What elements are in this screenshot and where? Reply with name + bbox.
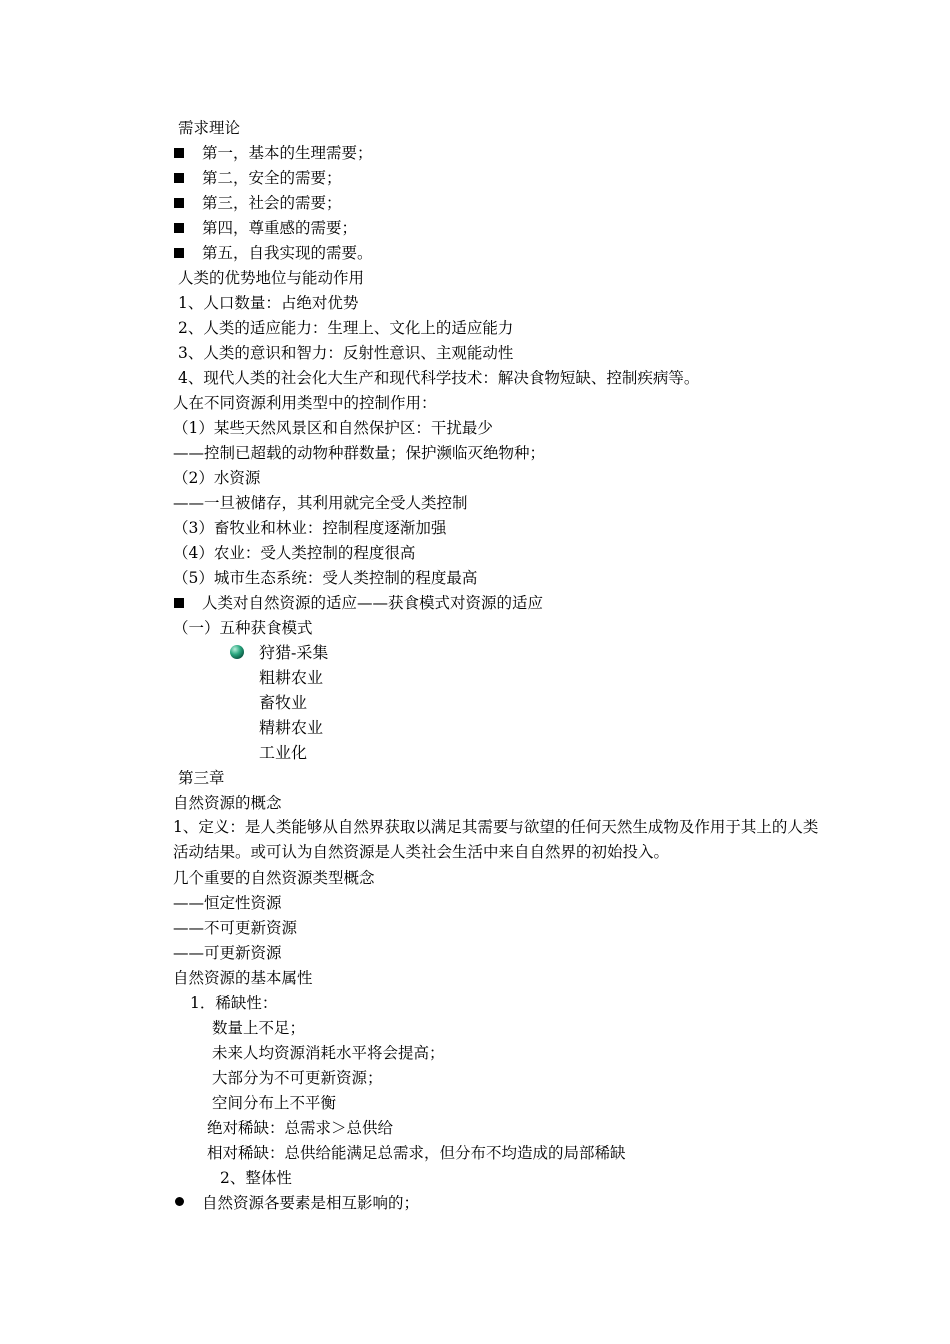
square-bullet-icon: [174, 223, 184, 233]
text-line: ——不可更新资源: [173, 919, 298, 937]
text-line: 4、现代人类的社会化大生产和现代科学技术：解决食物短缺、控制疾病等。: [178, 369, 700, 387]
text-line: 绝对稀缺：总需求＞总供给: [207, 1119, 394, 1137]
green-sphere-bullet-icon: [230, 645, 244, 659]
section-heading: 几个重要的自然资源类型概念: [173, 869, 375, 887]
square-bullet-icon: [174, 598, 184, 608]
text-line: ——控制已超载的动物种群数量；保护濒临灭绝物种；: [173, 444, 546, 462]
list-item: 工业化: [259, 743, 308, 762]
text-line: 相对稀缺：总供给能满足总需求，但分布不均造成的局部稀缺: [207, 1144, 626, 1162]
list-item: 第三，社会的需要；: [202, 194, 342, 212]
list-item: 自然资源各要素是相互影响的；: [202, 1194, 420, 1212]
list-item: 畜牧业: [259, 693, 308, 712]
text-line: 3、人类的意识和智力：反射性意识、主观能动性: [178, 344, 514, 362]
list-item: 第二，安全的需要；: [202, 169, 342, 187]
text-line: 数量上不足；: [212, 1019, 306, 1037]
list-item: 精耕农业: [259, 718, 324, 737]
list-item: 第四，尊重感的需要；: [202, 219, 358, 237]
section-heading: 自然资源的概念: [173, 794, 282, 812]
heading-demand-theory: 需求理论: [178, 119, 241, 137]
text-line: （一）五种获食模式: [173, 619, 313, 637]
section-heading: 人类的优势地位与能动作用: [178, 269, 365, 287]
text-line: （1）某些天然风景区和自然保护区：干扰最少: [173, 419, 493, 437]
square-bullet-icon: [174, 248, 184, 258]
text-line: 1、人口数量：占绝对优势: [178, 294, 359, 312]
list-item: 第一，基本的生理需要；: [202, 144, 373, 162]
square-bullet-icon: [174, 198, 184, 208]
text-line: （5）城市生态系统：受人类控制的程度最高: [173, 569, 478, 587]
list-item: 粗耕农业: [259, 668, 324, 687]
text-line: （3）畜牧业和林业：控制程度逐渐加强: [173, 519, 447, 537]
list-item: 第五，自我实现的需要。: [202, 244, 373, 262]
section-heading: 自然资源的基本属性: [173, 969, 313, 987]
text-line: ——一旦被储存，其利用就完全受人类控制: [173, 494, 468, 512]
round-bullet-icon: [175, 1197, 184, 1206]
text-line: 1．稀缺性：: [190, 994, 278, 1012]
text-line: ——恒定性资源: [173, 894, 282, 912]
chapter-heading: 第三章: [178, 769, 225, 787]
section-heading: 人类对自然资源的适应——获食模式对资源的适应: [202, 594, 544, 612]
text-line: 2、人类的适应能力：生理上、文化上的适应能力: [178, 319, 514, 337]
section-heading: 人在不同资源利用类型中的控制作用：: [173, 394, 437, 412]
list-item: 狩猎-采集: [259, 643, 329, 662]
text-line: （4）农业：受人类控制的程度很高: [173, 544, 416, 562]
square-bullet-icon: [174, 148, 184, 158]
text-line: 空间分布上不平衡: [212, 1094, 337, 1112]
definition-paragraph: 1、定义：是人类能够从自然界获取以满足其需要与欲望的任何天然生成物及作用于其上的人类活动结果。或可认为自然资源是人类社会生活中来自自然界的初始投入。: [173, 818, 819, 861]
square-bullet-icon: [174, 173, 184, 183]
text-line: 2、整体性: [220, 1169, 292, 1187]
text-line: 未来人均资源消耗水平将会提高；: [212, 1044, 445, 1062]
text-line: （2）水资源: [173, 469, 261, 487]
text-line: ——可更新资源: [173, 944, 282, 962]
text-line: 大部分为不可更新资源；: [212, 1069, 383, 1087]
